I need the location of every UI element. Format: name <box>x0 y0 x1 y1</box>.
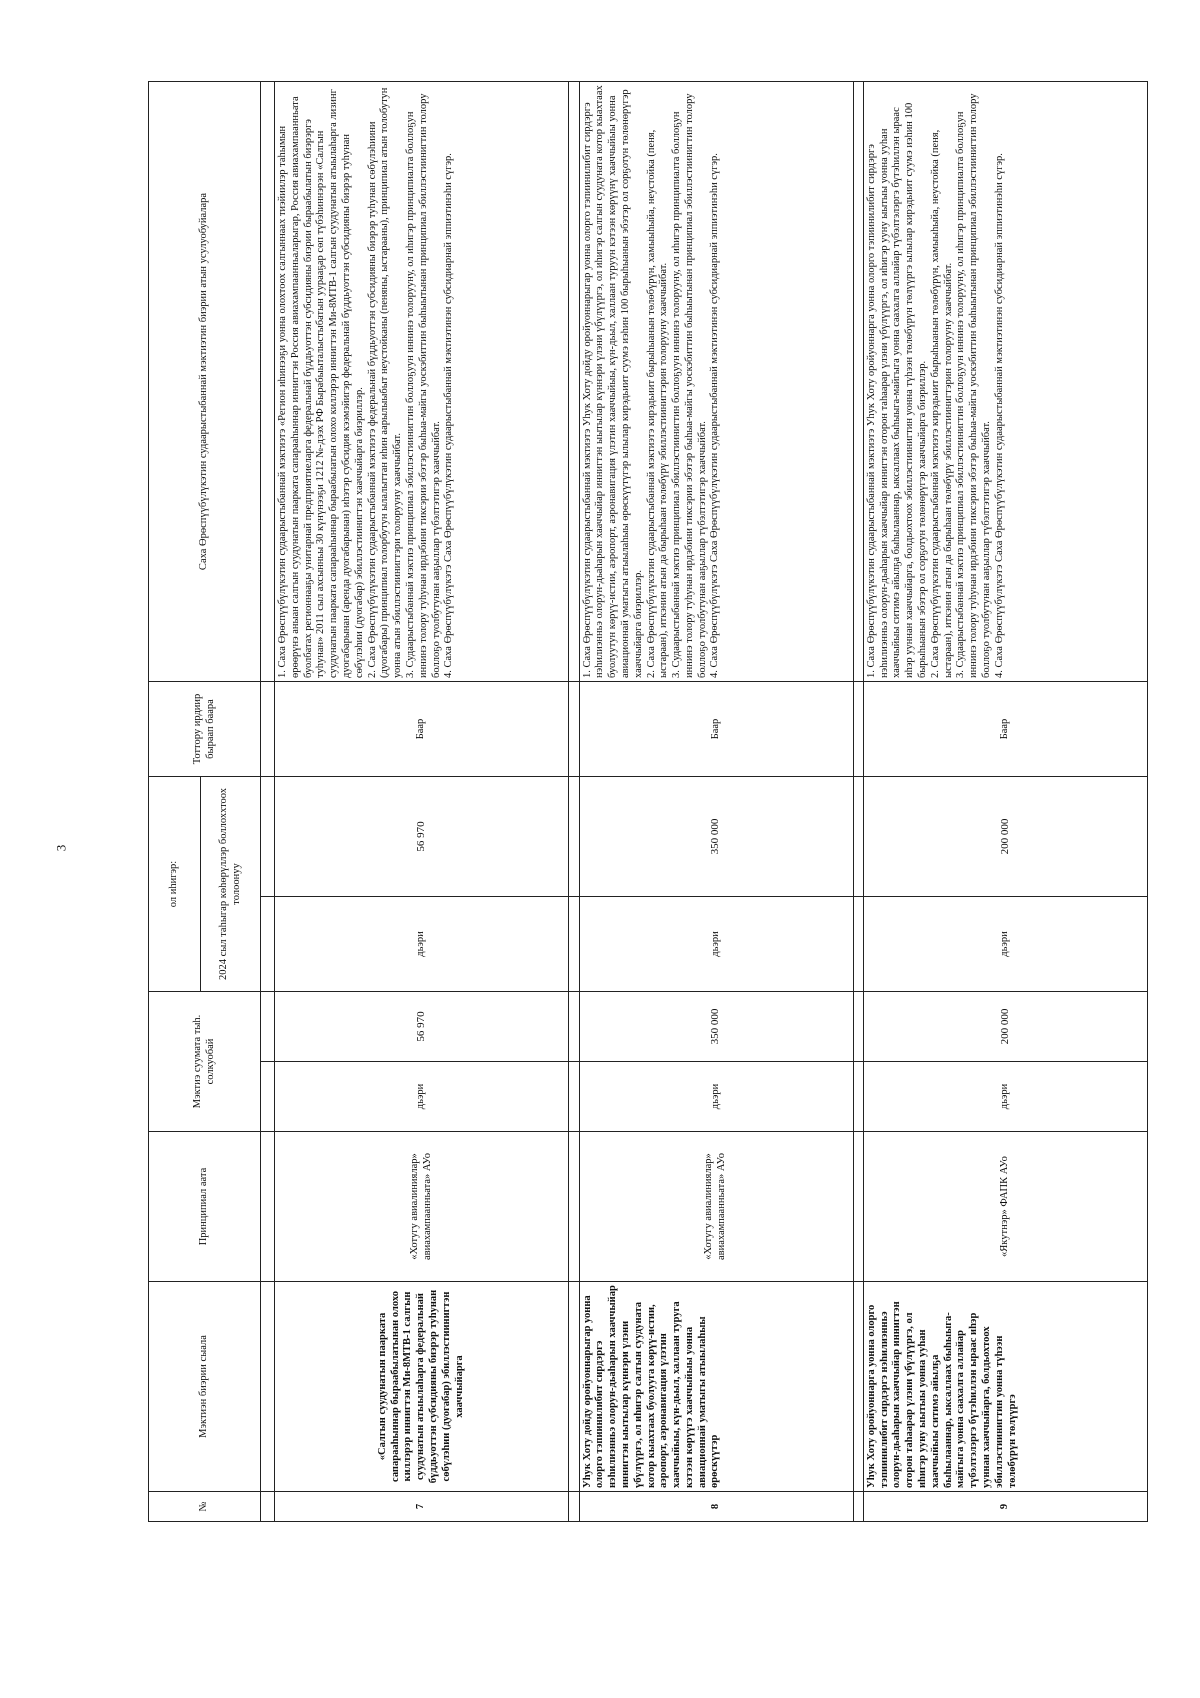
row-no: 7 <box>275 1492 569 1522</box>
row-requirements <box>275 81 569 681</box>
header-name: Мэктиэн биэрии сыала <box>149 1282 261 1492</box>
row-requirements <box>863 81 1147 681</box>
row-no: 8 <box>579 1492 853 1522</box>
req-item: 3. Судаарыстыбаннай мэктиэ принципиал эбиллэстиинигтин боллоҕуун иннинэ толорууну, ол иһигэр принципиалта боллоҕун иннинэ толору туһунан ирдэбини тиксэрии эбэтэр быһыа-майгы уоскэбиттин быһыытынан принципиал эбиллэстиинигтин толору боллоҕо туолбутунан ааҕыллар түбэлтэтигэр хааччыйбат. <box>404 93 442 678</box>
page-number: 3 <box>53 844 69 852</box>
row-principal: «Якутнэр» ФАПК АУо <box>863 1132 1147 1282</box>
row-no: 9 <box>863 1492 1147 1522</box>
req-item: 3. Судаарыстыбаннай мэктиэ принципиал эбиллэстиинигтин боллоҕуун иннинэ толорууну, ол иһигэр принципиалта боллоҕун иннинэ толору туһунан ирдэбини тиксэрии эбэтэр быһыа-майгы уоскэбиттин быһыытынан принципиал эбиллэстиинигтин толору боллоҕо туолбутунан ааҕыллар түбэлтэтигэр хааччыйбат. <box>955 93 992 678</box>
guarantee-table <box>148 81 1148 1522</box>
row-incl-unit: дьэри <box>579 897 853 992</box>
table-row <box>579 81 853 1521</box>
header-no: № <box>149 1492 261 1522</box>
row-regress: Баар <box>863 681 1147 776</box>
req-item: 1. Саха Өрөспүүбүлүкэтин судаарыстыбаннай мэктиэтэ Уһук Хоту оройуоннарга уонна олорго тэпиинилибит сирдэргэ нэһилиэнньэ олорун-дьаһарын хааччыйар иннигтэн оторон таһаарар үлэни үбүлүүргэ, ол иһигэр ууну ыытыы уонна ууһан хааччыйыы ситимэ айылҕа быһылааннар, ыксаллаах быһыыга-майгыга уонна саахалга аллайар түбэлтэлэргэ бүтэһиллэн ыраас иһэр ууннан хааччыйарга, болдьохтоох эбиллэстиинигтин уонна түһээн төлөбүрүн төлүүргэ ылылар кирэдьиит суумэ иэһин 100 бырыһыанын эбэтэр ол сорҕотун төлөнөрүгэр хааччыйарга биэриллэр. <box>865 102 928 678</box>
row-regress: Баар <box>275 681 569 776</box>
header-amount: Мэктиэ суумата тыһ. солкуобай <box>149 992 261 1132</box>
row-requirements <box>579 81 853 681</box>
row-name: «Салгын суудунатын паарката сапарааһыннар быраабылатынан олохо киллэрэр иннигтэн Ми-8МТВ-1 салгын суудунатын атыылаһарга федеральнай бүддьуоттэн субсидияны биэрэр туһунан сөбүлэһии (дуогабар) эбиллэстиинигтэн хааччыйарга <box>275 1282 569 1492</box>
req-item: 4. Саха Өрөспүүбүлүкэтэ Саха Өрөспүүбүлүкэтин судаарыстыбаннай мэктиэтинэн субсидиарнай эппиэтинэһи сүгэр. <box>443 153 455 678</box>
table-row <box>863 81 1147 1521</box>
req-item: 3. Судаарыстыбаннай мэктиэ принципиал эбиллэстиинигтин боллоҕуун иннинэ толорууну, ол иһигэр принципиалта боллоҕун иннинэ толору туһунан ирдэбини тиксэрии эбэтэр быһыа-майгы уоскэбиттин быһыытынан принципиал эбиллэстиинигтин толору боллоҕо туолбутунан ааҕыллар түбэлтэтигэр хааччыйбат. <box>671 93 708 678</box>
row-amount-unit: дьэри <box>275 1062 569 1132</box>
table-row <box>275 81 569 1521</box>
row-principal: «Хотугу авиалиниялар» авиахампаанньата» АУо <box>275 1132 569 1282</box>
req-item: 2. Саха Өрөспүүбүлүкэтин судаарыстыбаннай мэктиэтэ федеральнай бүддьуоттэн субсидияны биэрэр туһунан сөбүлэһиини (дуогабары) принципиал толорбутун ылалыттан иһин аарылыыбыт неустойканы (пеняны, ыстарааны), принципиал атын толобутун уонна атын эбиллэстиинигтэри толорууну хааччыйбат. <box>366 87 404 678</box>
row-incl-unit: дьэри <box>275 897 569 992</box>
header-incl: ол иһигэр: <box>149 776 201 991</box>
row-incl-unit: дьэри <box>863 897 1147 992</box>
req-item: 4. Саха Өрөспүүбүлүкэтэ Саха Өрөспүүбүлүкэтин судаарыстыбаннай мэктиэтинэн субсидиарнай эппиэтинэһи сүгэр. <box>709 153 721 678</box>
header-regress: Тоттору ирдиир быраап баара <box>149 681 261 776</box>
row-amount-unit: дьэри <box>863 1062 1147 1132</box>
req-item: 4. Саха Өрөспүүбүлүкэтэ Саха Өрөспүүбүлүкэтин судаарыстыбаннай мэктиэтинэн субсидиарнай эппиэтинэһи сүгэр. <box>993 153 1005 678</box>
rotated-table-wrapper <box>148 82 1148 1522</box>
row-incl-amount: 350 000 <box>579 776 853 896</box>
row-incl-amount: 200 000 <box>863 776 1147 896</box>
header-principal: Принципиал аата <box>149 1132 261 1282</box>
row-name: Уһук Хоту дойду оройуоннарыгар уонна олорго тэпиинилибит сирдэргэ нэһилиэнньэ олорун-дьаһарын хааччыйар иннигтэн ыытылар күннэри үлэни үбүлүүргэ, ол иһигэр салгын суудуната котор кыахтаах буолууга көрүү-истии, аэропорт, аэронавигация үлэтин хааччыйыы, күн-дьыл, халлаан туруга кэтээн көрүүгэ хааччыйыы уонна авиационнай уматыгы атыылаһыы өрөскүүтэр <box>579 1282 853 1492</box>
row-principal: «Хотугу авиалиниялар» авиахампаанньата» АУо <box>579 1132 853 1282</box>
row-name: Уһук Хоту оройуоннарга уонна олорго тэпиинилибит сирдэргэ нэһилиэнньэ олорун-дьаһарын хааччыйар иннигтэн оторон таһаарар үлэни үбүлүүргэ, ол иһигэр ууну ыытыы уонна ууһан хааччыйыы ситимэ айылҕа быһылааннар, ыксаллаах быһыыга-майгыга уонна саахалга аллайар түбэлтэлэргэ бүтэһиллэн ыраас иһэр ууннан хааччыйарга, болдьохтоох эбиллэстиинигтин уонна түһээн төлөбүрүн төлүүргэ <box>863 1282 1147 1492</box>
row-amount: 350 000 <box>579 992 853 1062</box>
header-req: Саха Өрөспүүбүлүкэтин судаарыстыбаннай мэктиэтин биэрии атын усулуобуйалара <box>149 81 261 681</box>
row-regress: Баар <box>579 681 853 776</box>
header-incl-2024: 2024 сыл таһыгар көһөрүллэр боллоххтоох толоонуу <box>201 776 261 991</box>
req-item: 2. Саха Өрөспүүбүлүкэтин судаарыстыбаннай мэктиэтэ кирэдьиит бырыһыанын төлөбүрүн, хамыыһыйа, неустойка (пеня, ыстараан), иткэнин атын да бырыһаан төлөбүрү эбиллэстиинигтэрин толорууну хааччыйбат. <box>645 129 670 678</box>
req-item: 1. Саха Өрөспүүбүлүкэтин судаарыстыбаннай мэктиэтэ Уһук Хоту дойду оройуоннарыгар уонна олорго тэпиинилибит сирдэргэ нэһилиэнньэ олорун-дьаһарын хааччыйар иннигтэн ыытылар күннэри үлэни үбүлүүргэ, ол иһигэр салгын суудуната котор кыахтаах буолуутун көрүү-истии, аэропорт, аэронавигация үлэтин хааччыйыы, күн-дьыл, халлаан туруун кэтээн көрүүнү хааччыйыы уонна авиационнай уматыгы атыылаһыы өрөскүүтүгэр ылылар кирэдьиит суумэ иэһин 100 бырыһыанын эбэтэр ол сорҕотун төлөнөрүгэр хааччыйарга биэриллэр. <box>581 85 644 678</box>
row-amount-unit: дьэри <box>579 1062 853 1132</box>
row-incl-amount: 56 970 <box>275 776 569 896</box>
row-amount: 56 970 <box>275 992 569 1062</box>
row-amount: 200 000 <box>863 992 1147 1062</box>
req-item: 1. Саха Өрөспүүбүлүкэтин судаарыстыбаннай мэктиэтэ «Регион иһинээҕи уонна олохтоох салгыннаах тиэйиилэр таһымын өрөөрүнэ аныан салгын суудунатын паарката сапарааһыннар иннигтэн Россия авиахампаанньаларыгар, Россия авиахампаанньата буолбатах регионнааҕы унитарнай предприятиеларга федеральнай бүддьуоттэн субсидияны биэрии быраабылатын биэрэргэ туһунан» 2011 сыл ахсынньы 30 күнүнээҕи 1212 №-дээх РФ Бырабыыталыстыбатын уурааҕар сөп түбэһиннэрэн «Салгын суудунатын паарката сапарааһыннар быраабылатын олохо киллэрэр иннигтэн Ми-8МТВ-1 салгын суудунатын атыылаһарга лизинг дуогабарынан (аренда дуогабарынан) иһэтэр субсидия кээмэйигэр федеральнай бүддьуоттэн субсидияны биэрэр туһунан сөбүлэһии (дуогабар) эбиллэстиинигтэн хааччыйарга биэриллэр. <box>277 89 365 678</box>
req-item: 2. Саха Өрөспүүбүлүкэтин судаарыстыбаннай мэктиэтэ кирэдьиит бырыһыанын төлөбүрүн, хамыыһыйа, неустойка (пеня, ыстараан), иткэнин атын да бырыһаан төлөбүрү эбиллэстиинигтэрин толорууну хааччыйбат. <box>929 129 954 678</box>
